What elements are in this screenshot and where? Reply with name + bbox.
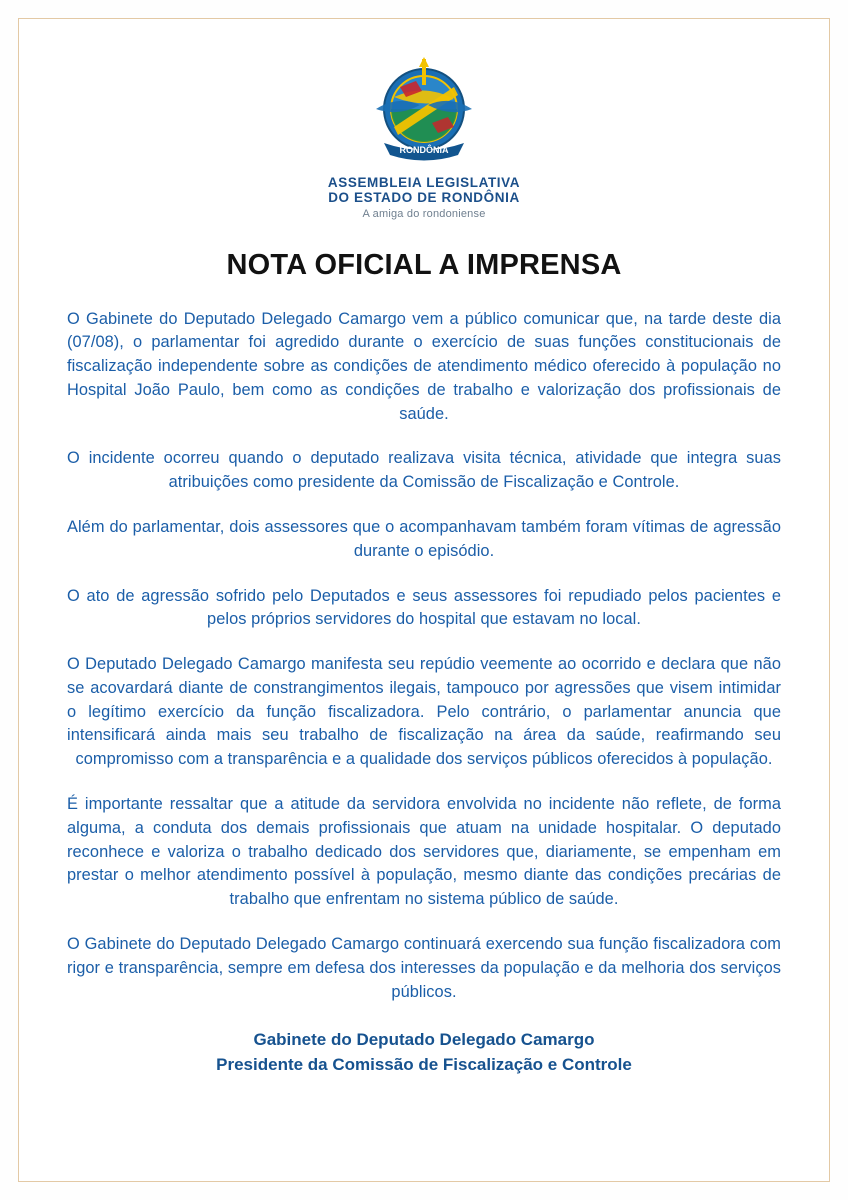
signature-line-1: Gabinete do Deputado Delegado Camargo [253, 1030, 595, 1050]
letterhead [67, 49, 781, 221]
paragraph: O Gabinete do Deputado Delegado Camargo continuará exercendo sua função fiscalizadora com rigor e transparência, sempre em defesa dos interesses da população e da melhoria dos serviços públicos. [67, 934, 781, 1001]
paragraph: Além do parlamentar, dois assessores que o acompanhavam também foram vítimas de agressão durante o episódio. [67, 518, 781, 560]
signature-block [67, 1028, 781, 1077]
institution-name-line-1: ASSEMBLEIA LEGISLATIVA [327, 175, 521, 190]
institution-slogan: A amiga do rondoniense [362, 208, 486, 221]
signature-line-2: Presidente da Comissão de Fiscalização e Controle [216, 1054, 632, 1074]
rondonia-state-crest-icon [370, 57, 478, 165]
crest-caption: RONDÔNIA [399, 145, 449, 155]
page-title: NOTA OFICIAL A IMPRENSA [226, 248, 622, 281]
institution-name-line-2: DO ESTADO DE RONDÔNIA [328, 190, 520, 206]
paragraph: É importante ressaltar que a atitude da servidora envolvida no incidente não reflete, de forma alguma, a conduta dos demais profissionais que atuam na unidade hospitalar. O deputado reconhece e valoriza o trabalho dedicado dos servidores que, diariamente, se empenham em prestar o melhor atendimento possível à população, mesmo diante das condições precárias de trabalho que enfrentam no sistema público de saúde. [67, 795, 781, 909]
paragraph: O ato de agressão sofrido pelo Deputados e seus assessores foi repudiado pelos pacientes e pelos próprios servidores do hospital que estavam no local. [67, 586, 781, 629]
paragraph: O Deputado Delegado Camargo manifesta seu repúdio veemente ao ocorrido e declara que não se acovardará diante de constrangimentos ilegais, tampouco por agressões que visem intimidar o legítimo exercício da função fiscalizadora. Pelo contrário, o parlamentar anuncia que intensificará ainda mais seu trabalho de fiscalização na área da saúde, reafirmando seu compromisso com a transparência e a qualidade dos serviços públicos oferecidos à população. [67, 655, 781, 769]
paragraph: O incidente ocorreu quando o deputado realizava visita técnica, atividade que integra suas atribuições como presidente da Comissão de Fiscalização e Controle. [67, 449, 781, 492]
letterhead-text [67, 175, 781, 221]
document-body [67, 308, 781, 1005]
document-frame [18, 18, 830, 1182]
paragraph: O Gabinete do Deputado Delegado Camargo vem a público comunicar que, na tarde deste dia (07/08), o parlamentar foi agredido durante o exercício de suas funções constitucionais de fiscalização independente sobre as condições de atendimento médico oferecido à população no Hospital João Paulo, bem como as condições de trabalho e valorização dos profissionais de saúde. [67, 309, 781, 423]
